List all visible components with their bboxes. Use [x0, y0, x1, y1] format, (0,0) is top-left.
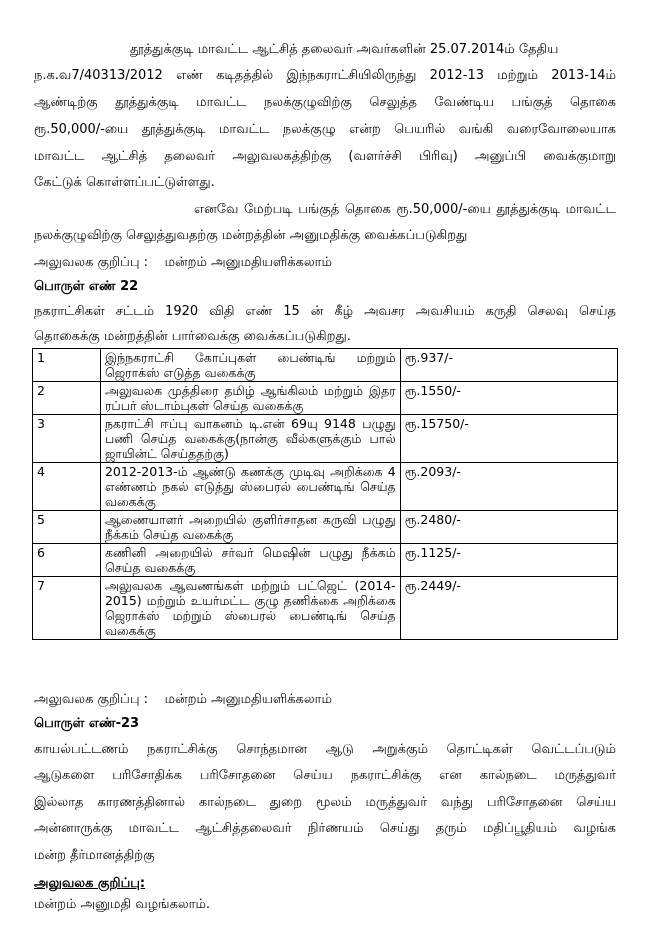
row-description: அலுவலக ஆவணங்கள் மற்றும் பட்ஜெட் (2014-2015) மற்றும் உயர்மட்ட குழு தணிக்கை அறிக்கை ஜெராக்ஸ் மற்றும் ஸ்பைரல் பைண்டிங் செய்த வகைக்கு: [100, 577, 400, 640]
subject-22-heading: பொருள் எண் 22: [34, 279, 139, 294]
row-number: 7: [33, 577, 101, 640]
table-row: [33, 349, 618, 382]
row-number: 5: [33, 511, 101, 544]
row-description: ஆணையாளர் அறையில் குளிர்சாதன கருவி பழுது நீக்கம் செய்த வகைக்கு: [100, 511, 400, 544]
text-line: மன்ற தீர்மானத்திற்கு: [34, 848, 155, 863]
text-line: இல்லாத காரணத்தினால் கால்நடை துறை மூலம் மருத்துவர் வந்து பரிசோதனை செய்ய: [34, 795, 616, 810]
row-amount: ரூ.937/-: [400, 349, 617, 382]
office-note: அலுவலக குறிப்பு : மன்றம் அனுமதியளிக்கலாம்: [34, 692, 332, 707]
text-line: ஆண்டிற்கு தூத்துக்குடி மாவட்ட நலக்குழுவிற்கு செலுத்த வேண்டிய பங்குத் தொகை: [34, 95, 616, 110]
row-number: 1: [33, 349, 101, 382]
subject-22-description: தொகைக்கு மன்றத்தின் பார்வைக்கு வைக்கப்படுகிறது.: [34, 329, 351, 344]
text-line: ந.க.வ7/40313/2012 எண் கடிதத்தில் இந்நகராட்சியிலிருந்து 2012-13 மற்றும் 2013-14ம்: [34, 68, 616, 83]
text-line: எனவே மேற்படி பங்குத் தொகை ரூ.50,000/-யை தூத்துக்குடி மாவட்ட: [194, 202, 616, 217]
text-line: தூத்துக்குடி மாவட்ட ஆட்சித் தலைவர் அவர்களின் 25.07.2014ம் தேதிய: [130, 42, 559, 57]
text-line: ஆடுகளை பரிசோதிக்க பரிசோதனை செய்ய நகராட்சிக்கு என கால்நடை மருத்துவர்: [34, 768, 616, 783]
table-row: [33, 463, 618, 511]
row-description: இந்நகராட்சி கோப்புகள் பைண்டிங் மற்றும் ஜெராக்ஸ் எடுத்த வகைக்கு: [100, 349, 400, 382]
row-number: 3: [33, 415, 101, 463]
row-number: 2: [33, 382, 101, 415]
row-amount: ரூ.2449/-: [400, 577, 617, 640]
subject-23-heading: பொருள் எண்-23: [34, 716, 140, 731]
expense-table: [32, 348, 618, 640]
row-description: கணினி அறையில் சர்வர் மெஷின் பழுது நீக்கம் செய்த வகைக்கு: [100, 544, 400, 577]
subject-22-description: நகராட்சிகள் சட்டம் 1920 விதி எண் 15 ன் கீழ் அவசர அவசியம் கருதி செலவு செய்த: [34, 304, 616, 319]
row-amount: ரூ.2480/-: [400, 511, 617, 544]
text-line: காயல்பட்டணம் நகராட்சிக்கு சொந்தமான ஆடு அறுக்கும் தொட்டிகள் வெட்டப்படும்: [34, 742, 616, 757]
row-amount: ரூ.1125/-: [400, 544, 617, 577]
table-row: [33, 577, 618, 640]
table-row: [33, 544, 618, 577]
text-line: நலக்குழுவிற்கு செலுத்துவதற்கு மன்றத்தின் அனுமதிக்கு வைக்கப்படுகிறது: [34, 228, 468, 243]
text-line: மாவட்ட ஆட்சித் தலைவர் அலுவலகத்திற்கு (வளர்ச்சி பிரிவு) அனுப்பி வைக்குமாறு: [34, 149, 616, 164]
row-number: 4: [33, 463, 101, 511]
table-row: [33, 415, 618, 463]
row-amount: ரூ.15750/-: [400, 415, 617, 463]
row-amount: ரூ.2093/-: [400, 463, 617, 511]
row-number: 6: [33, 544, 101, 577]
text-line: ரூ.50,000/-யை தூத்துக்குடி மாவட்ட நலக்குழு என்ற பெயரில் வங்கி வரைவோலையாக: [34, 122, 616, 137]
office-note-label: அலுவலக குறிப்பு:: [34, 876, 146, 891]
row-description: 2012-2013-ம் ஆண்டு கணக்கு முடிவு அறிக்கை 4 எண்ணம் நகல் எடுத்து ஸ்பைரல் பைண்டிங் செய்த வகைக்கு: [100, 463, 400, 511]
row-amount: ரூ.1550/-: [400, 382, 617, 415]
office-note-text: மன்றம் அனுமதி வழங்கலாம்.: [34, 897, 211, 912]
text-line: கேட்டுக் கொள்ளப்பட்டுள்ளது.: [34, 175, 215, 190]
row-description: அலுவலக முத்திரை தமிழ் ஆங்கிலம் மற்றும் இதர ரப்பர் ஸ்டாம்புகள் செய்த வகைக்கு: [100, 382, 400, 415]
text-line: அன்னாருக்கு மாவட்ட ஆட்சித்தலைவர் நிர்ணயம் செய்து தரும் மதிப்பூதியம் வழங்க: [34, 821, 616, 836]
table-row: [33, 511, 618, 544]
row-description: நகராட்சி ஈப்பு வாகனம் டி.என் 69யு 9148 பழுது பணி செய்த வகைக்கு(நான்கு வீல்களுக்கும் பால் ஜாயின்ட் செய்ததற்கு): [100, 415, 400, 463]
office-note: அலுவலக குறிப்பு : மன்றம் அனுமதியளிக்கலாம்: [34, 255, 332, 270]
table-row: [33, 382, 618, 415]
